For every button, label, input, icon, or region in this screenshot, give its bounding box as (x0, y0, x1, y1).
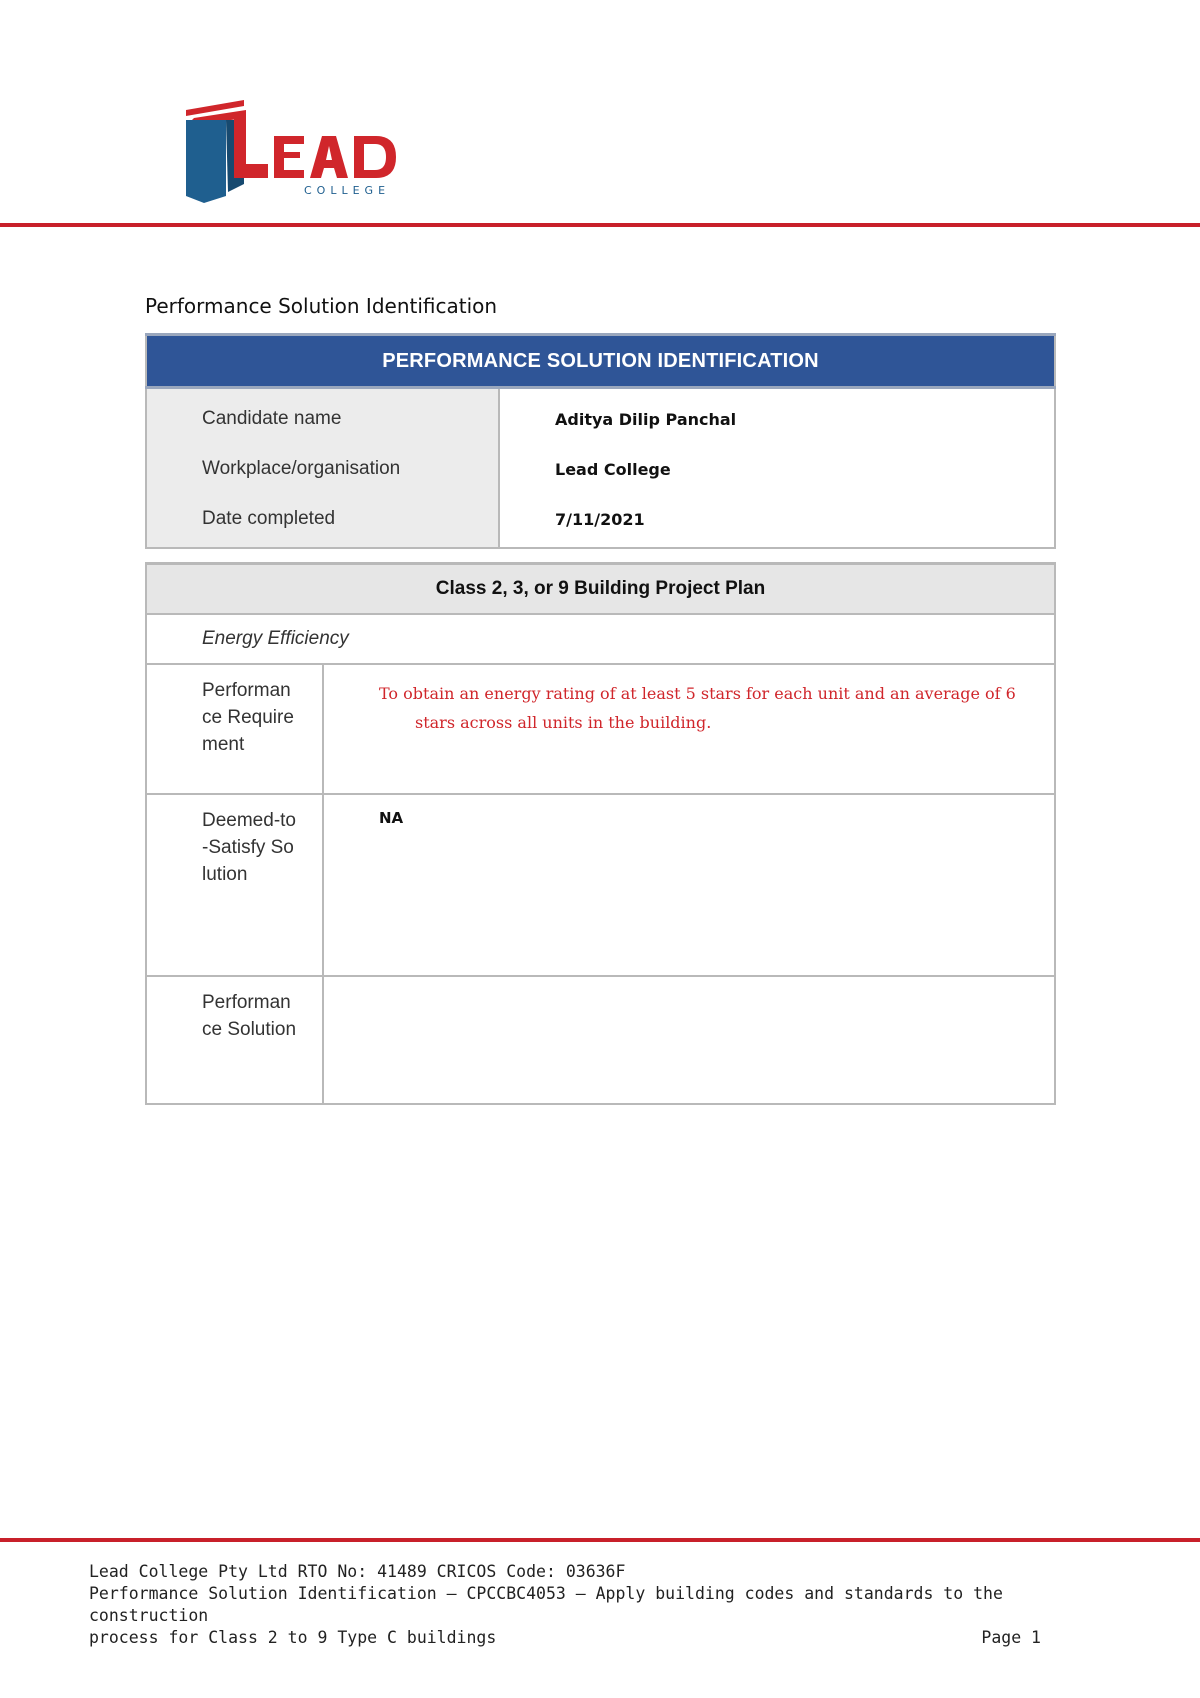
footer-rto-line: Lead College Pty Ltd RTO No: 41489 CRICOS Code: 03636F (89, 1562, 626, 1581)
table-row (146, 388, 1055, 445)
identification-table (145, 333, 1056, 549)
table-row (146, 494, 1055, 548)
footer-rule (0, 1538, 1200, 1542)
footer-unit-line-cont: process for Class 2 to 9 Type C buildings (89, 1628, 497, 1647)
performance-requirement-value (323, 664, 1055, 794)
deemed-to-satisfy-label: Deemed-to-Satisfy Solution (146, 794, 323, 976)
date-completed-label: Date completed (146, 494, 499, 548)
table-row (146, 444, 1055, 494)
workplace-label: Workplace/organisation (146, 444, 499, 494)
table-row (146, 976, 1055, 1104)
lead-college-logo (186, 96, 436, 206)
performance-requirement-label: Performance Requirement (146, 664, 323, 794)
header-rule (0, 223, 1200, 227)
energy-efficiency-subtitle: Energy Efficiency (146, 614, 1055, 664)
requirement-line-2: stars across all units in the building. (415, 713, 712, 732)
candidate-name-value: Aditya Dilip Panchal (555, 409, 737, 429)
project-plan-table (145, 562, 1056, 1105)
requirement-line-1: To obtain an energy rating of at least 5 stars for each unit and an average of 6 (379, 684, 1016, 703)
svg-text:COLLEGE: COLLEGE (304, 184, 391, 197)
date-completed-value: 7/11/2021 (555, 509, 645, 529)
performance-solution-value (323, 976, 1055, 1104)
performance-solution-label: Performance Solution (146, 976, 323, 1104)
workplace-value: Lead College (555, 459, 671, 479)
footer-unit-line: Performance Solution Identification – CPCCBC4053 – Apply building codes and standards to the construction (89, 1584, 1003, 1625)
candidate-name-label: Candidate name (146, 388, 499, 445)
page-footer (89, 1561, 1079, 1649)
deemed-to-satisfy-text: NA (379, 809, 404, 827)
table-row (146, 794, 1055, 976)
section-heading: Performance Solution Identification (145, 294, 498, 318)
table-row (146, 664, 1055, 794)
identification-banner: PERFORMANCE SOLUTION IDENTIFICATION (146, 335, 1055, 388)
page-number: Page 1 (981, 1628, 1041, 1647)
project-plan-title: Class 2, 3, or 9 Building Project Plan (146, 564, 1055, 615)
deemed-to-satisfy-value (323, 794, 1055, 976)
